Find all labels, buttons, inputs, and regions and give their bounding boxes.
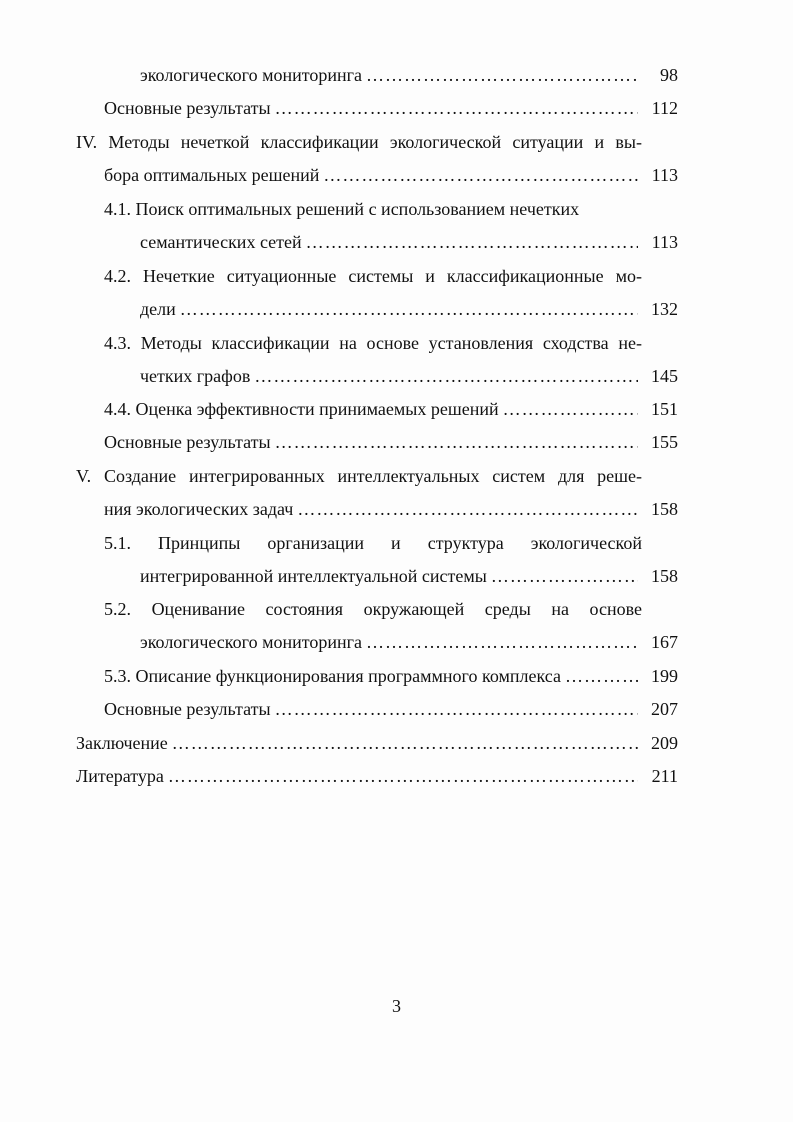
- toc-entry-text: Основные результаты: [104, 432, 271, 452]
- toc-entry-text: 5.1. Принципы организации и структура экологической: [104, 533, 642, 553]
- dot-leader: [254, 361, 638, 391]
- toc-page-number: 113: [651, 165, 678, 185]
- toc-entry-text: 5.2. Оценивание состояния окружающей среды на основе: [104, 599, 642, 619]
- toc-entry-text: Литература: [76, 766, 164, 786]
- toc-entry: [104, 328, 642, 358]
- toc-entry: [104, 494, 678, 524]
- dot-leader: [275, 694, 638, 724]
- dot-leader: [275, 427, 638, 457]
- dot-leader: [275, 93, 638, 123]
- toc-page-number: 211: [651, 766, 678, 786]
- toc-page-number: 98: [660, 65, 678, 85]
- toc-entry: [140, 60, 678, 90]
- toc-entry-text: 4.2. Нечеткие ситуационные системы и классификационные мо-: [104, 266, 642, 286]
- toc-entry-text: семантических сетей: [140, 232, 302, 252]
- toc-page-number: 113: [651, 232, 678, 252]
- toc-entry-text: Основные результаты: [104, 98, 271, 118]
- toc-entry-text: V. Создание интегрированных интеллектуальных систем для реше-: [76, 466, 642, 486]
- toc-entry: [140, 227, 678, 257]
- toc-entry: [76, 761, 678, 791]
- toc-entry-text: дели: [140, 299, 176, 319]
- toc-entry: [140, 561, 678, 591]
- toc-entry-text: Основные результаты: [104, 699, 271, 719]
- toc-entry-text: 4.4. Оценка эффективности принимаемых решений: [104, 399, 499, 419]
- page-number: 3: [392, 996, 401, 1016]
- toc-entry: [104, 694, 678, 724]
- dot-leader: [306, 227, 638, 257]
- toc-page-number: 112: [651, 98, 678, 118]
- toc-page-number: 151: [651, 399, 678, 419]
- toc-entry-text: Заключение: [76, 733, 168, 753]
- toc-entry: [140, 627, 678, 657]
- toc-entry: [76, 461, 642, 491]
- toc-page-number: 145: [651, 366, 678, 386]
- dot-leader: [491, 561, 638, 591]
- toc-page-number: 167: [651, 632, 678, 652]
- toc-entry-text: бора оптимальных решений: [104, 165, 320, 185]
- toc-entry-text: интегрированной интеллектуальной системы: [140, 566, 487, 586]
- toc-entry: [104, 528, 642, 558]
- dot-leader: [366, 627, 638, 657]
- toc-entry-text: 4.3. Методы классификации на основе установления сходства не-: [104, 333, 642, 353]
- toc-entry-text: 4.1. Поиск оптимальных решений с использованием нечетких: [104, 199, 580, 219]
- toc-entry-text: четких графов: [140, 366, 251, 386]
- dot-leader: [168, 761, 638, 791]
- toc-entry: [76, 127, 642, 157]
- toc-entry: [104, 160, 678, 190]
- dot-leader: [366, 60, 638, 90]
- toc-entry-text: IV. Методы нечеткой классификации экологической ситуации и вы-: [76, 132, 642, 152]
- toc-page-number: 209: [651, 733, 678, 753]
- toc-entry: [76, 728, 678, 758]
- dot-leader: [323, 160, 638, 190]
- toc-entry: [104, 194, 678, 224]
- toc-page-number: 132: [651, 299, 678, 319]
- toc-entry-text: экологического мониторинга: [140, 65, 362, 85]
- toc-entry: [140, 361, 678, 391]
- dot-leader: [172, 728, 638, 758]
- toc-entry: [104, 93, 678, 123]
- toc-entry-text: 5.3. Описание функционирования программного комплекса: [104, 666, 561, 686]
- toc-page-number: 158: [651, 566, 678, 586]
- toc-page-number: 158: [651, 499, 678, 519]
- toc-entry: [104, 594, 642, 624]
- toc-entry-text: ния экологических задач: [104, 499, 294, 519]
- dot-leader: [180, 294, 638, 324]
- dot-leader: [565, 661, 638, 691]
- toc-entry: [104, 661, 678, 691]
- toc-entry-text: экологического мониторинга: [140, 632, 362, 652]
- toc-page-number: 207: [651, 699, 678, 719]
- dot-leader: [503, 394, 638, 424]
- dot-leader: [297, 494, 638, 524]
- toc-page-number: 199: [651, 666, 678, 686]
- toc-page-number: 155: [651, 432, 678, 452]
- toc-entry: [140, 294, 678, 324]
- toc-entry: [104, 427, 678, 457]
- toc-entry: [104, 394, 678, 424]
- toc-entry: [104, 261, 642, 291]
